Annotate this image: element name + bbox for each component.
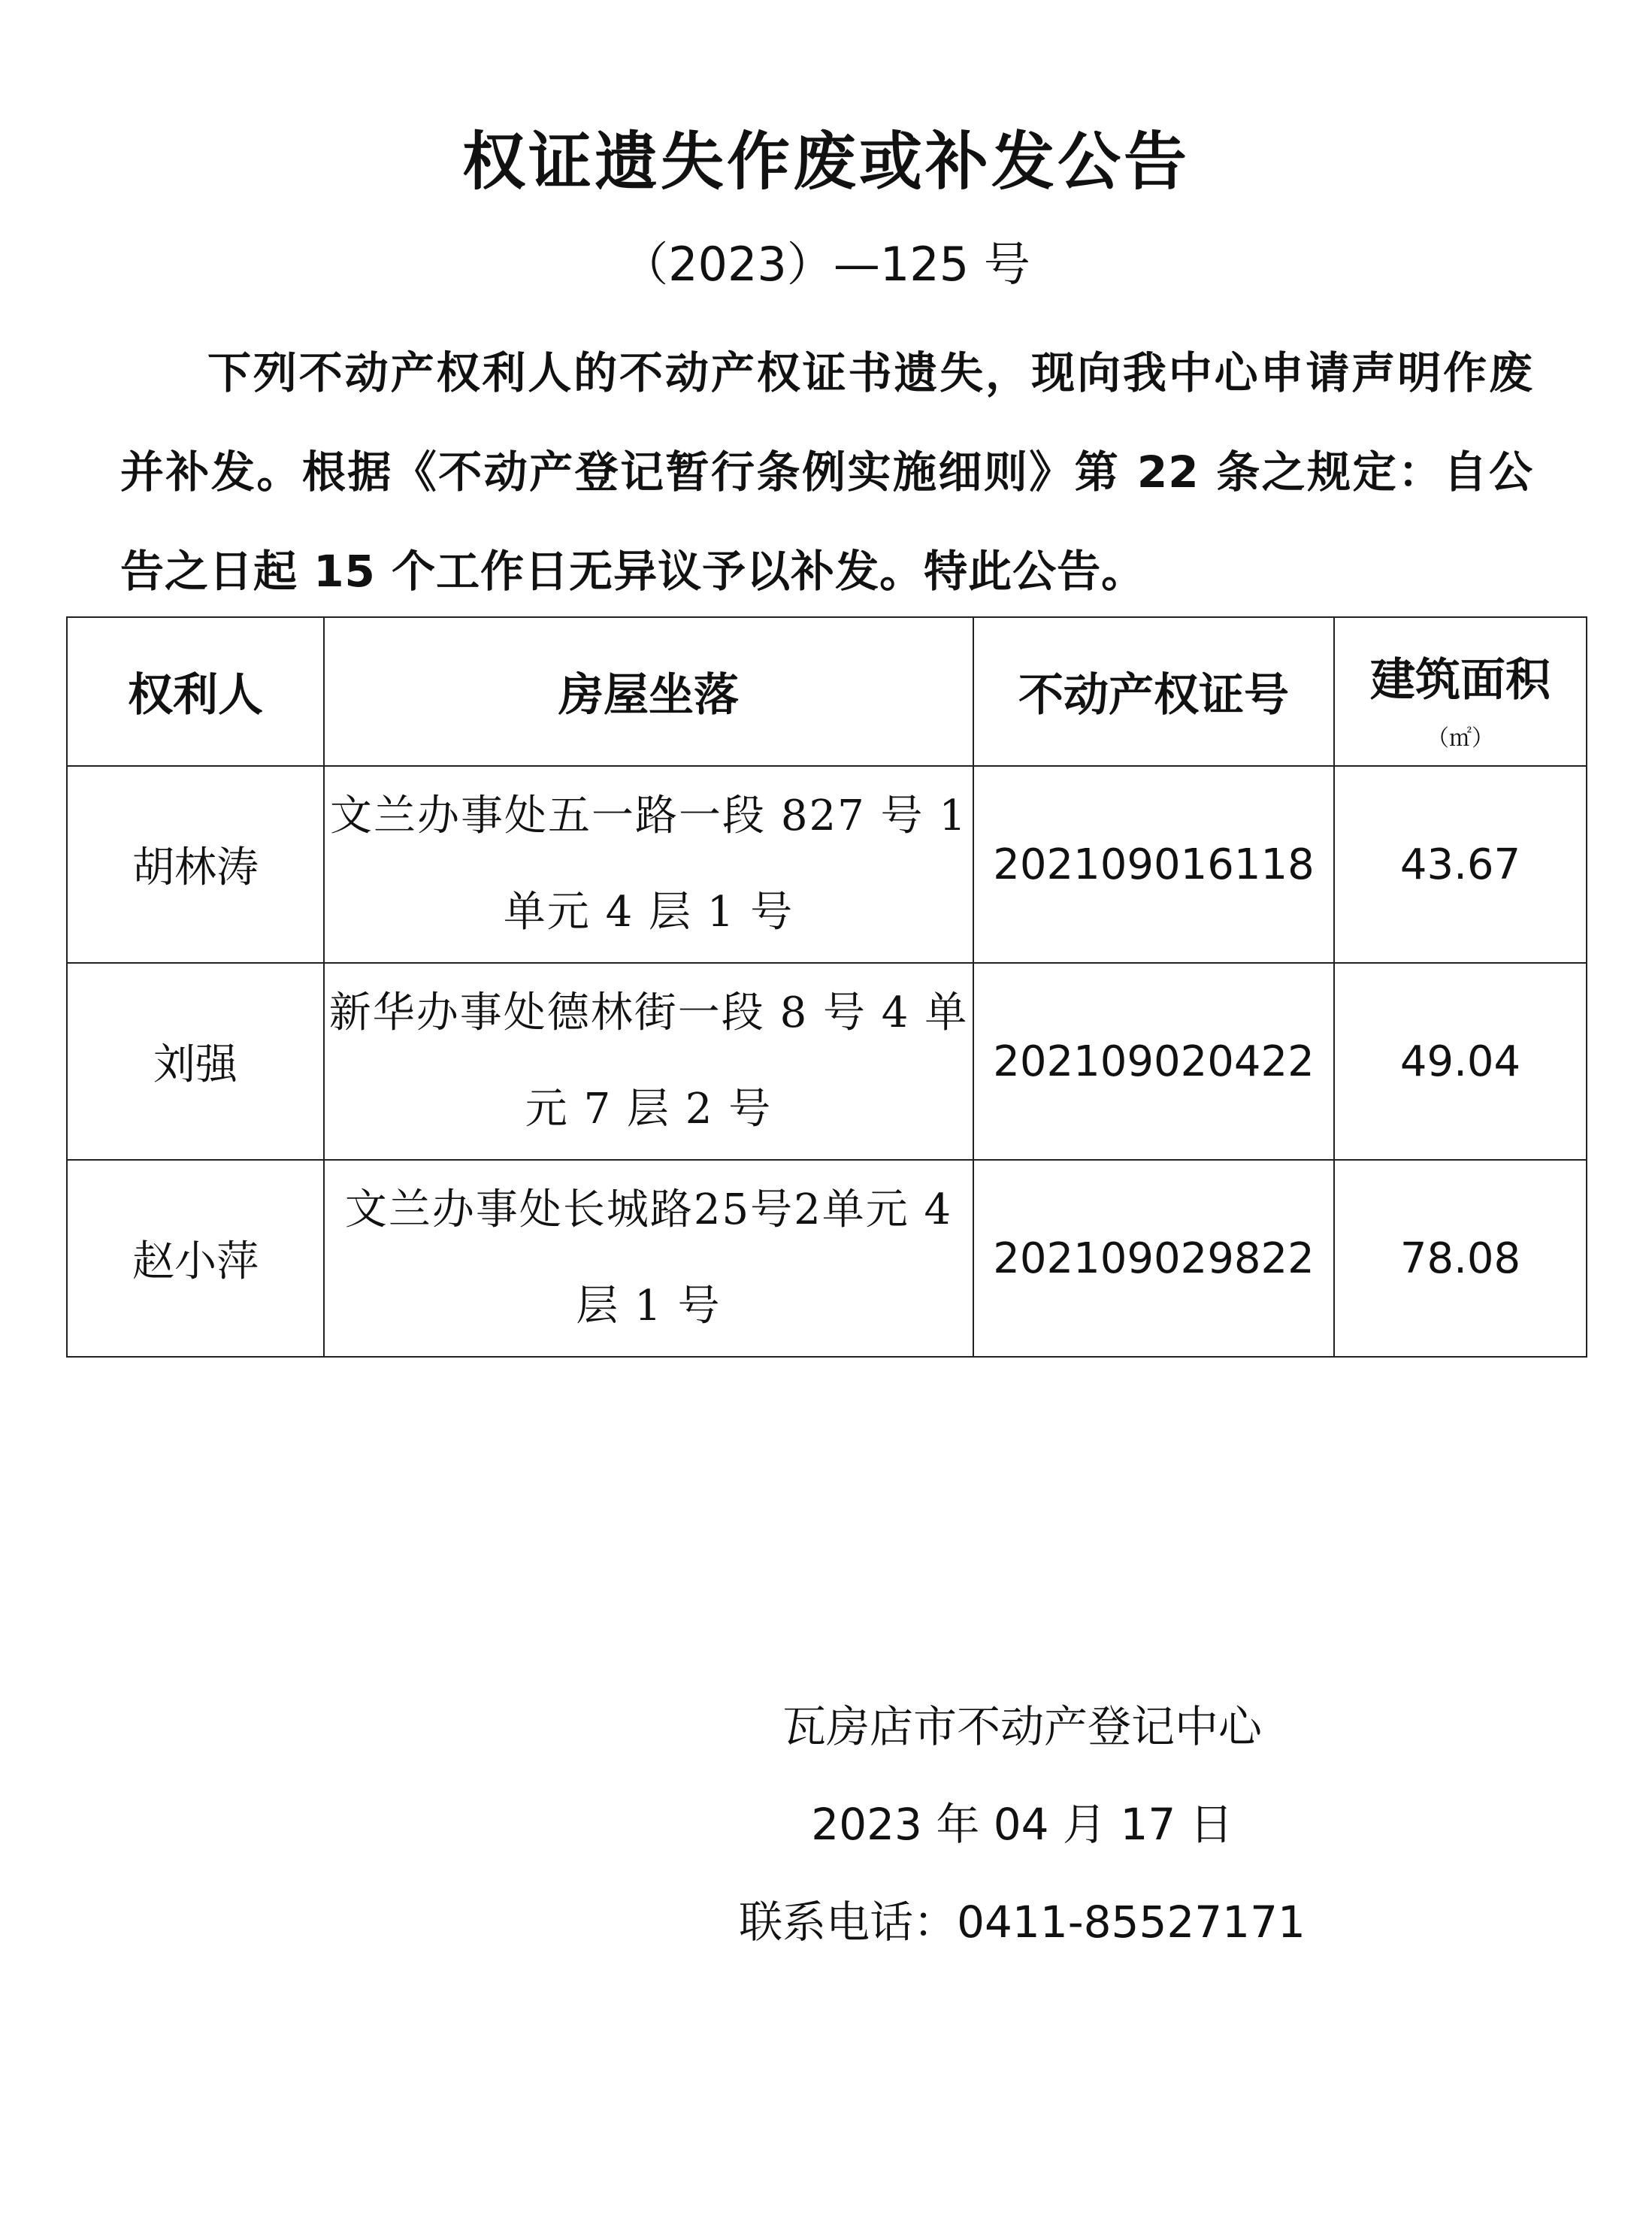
table-row <box>67 963 1587 1160</box>
notice-title: 权证遗失作废或补发公告 <box>461 125 1190 198</box>
cell-holder: 刘强 <box>67 963 324 1160</box>
header-cert-number: 不动产权证号 <box>973 617 1334 766</box>
cell-cert-number: 202109029822 <box>973 1160 1334 1357</box>
document-number: （2023）—125 号 <box>622 237 1030 292</box>
cell-area: 43.67 <box>1334 766 1587 963</box>
table-header-row <box>67 617 1587 766</box>
header-location: 房屋坐落 <box>324 617 973 766</box>
cell-area: 78.08 <box>1334 1160 1587 1357</box>
cell-location: 文兰办事处五一路一段 827 号 1 单元 4 层 1 号 <box>324 766 973 963</box>
certificate-table <box>66 616 1587 1358</box>
table-row <box>67 1160 1587 1357</box>
cell-location: 文兰办事处长城路25号2单元 4 层 1 号 <box>324 1160 973 1357</box>
issuing-organization: 瓦房店市不动产登记中心 <box>782 1701 1262 1752</box>
cell-area: 49.04 <box>1334 963 1587 1160</box>
header-area-label: 建筑面积 <box>1370 654 1551 707</box>
issue-date: 2023 年 04 月 17 日 <box>811 1799 1233 1850</box>
cell-holder: 胡林涛 <box>67 766 324 963</box>
cell-cert-number: 202109020422 <box>973 963 1334 1160</box>
cell-location: 新华办事处德林街一段 8 号 4 单元 7 层 2 号 <box>324 963 973 1160</box>
notice-paragraph: 下列不动产权利人的不动产权证书遗失，现向我中心申请声明作废并补发。根据《不动产登记暂行条例实施细则》第 22 条之规定：自公告之日起 15 个工作日无异议予以补发。特此公告。 <box>120 347 1533 597</box>
header-area <box>1334 617 1587 766</box>
header-area-unit: （㎡） <box>1427 725 1494 752</box>
cell-holder: 赵小萍 <box>67 1160 324 1357</box>
contact-phone: 联系电话：0411-85527171 <box>739 1897 1306 1948</box>
header-holder: 权利人 <box>67 617 324 766</box>
table-row <box>67 766 1587 963</box>
cell-cert-number: 202109016118 <box>973 766 1334 963</box>
